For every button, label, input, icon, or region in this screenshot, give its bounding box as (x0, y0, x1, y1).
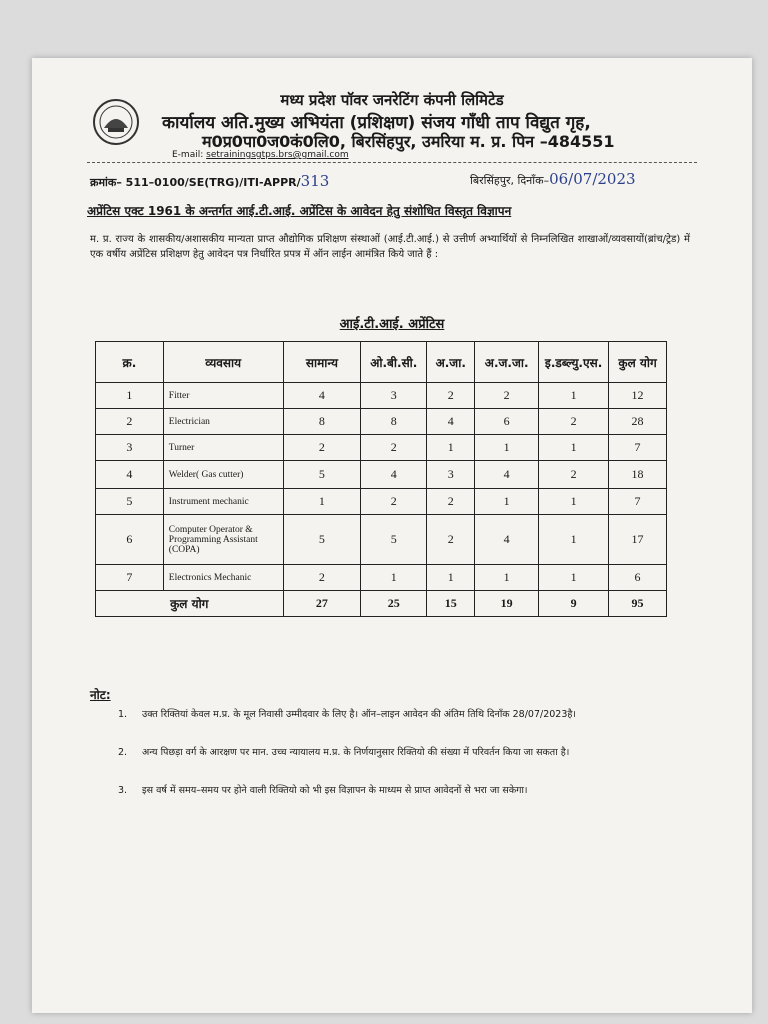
document-page (32, 58, 752, 1013)
handwritten-number: 313 (300, 172, 330, 190)
cell-total: 7 (609, 489, 667, 515)
cell-total: 18 (609, 461, 667, 489)
total-grand: 95 (609, 591, 667, 617)
cell-sn: 1 (96, 383, 164, 409)
cell-total: 12 (609, 383, 667, 409)
reference-code: 511–0100/SE(TRG)/ITI-APPR/ (125, 176, 301, 189)
cell-sn: 4 (96, 461, 164, 489)
cell-sn: 7 (96, 565, 164, 591)
note-item (118, 784, 682, 798)
email-link[interactable]: setrainingsgtps.brs@gmail.com (206, 150, 349, 160)
cell-st: 1 (475, 435, 539, 461)
apprentice-table (95, 341, 667, 617)
header-sc: अ.जा. (427, 342, 475, 383)
cell-trade: Turner (163, 435, 283, 461)
cell-sc: 3 (427, 461, 475, 489)
table-row (96, 565, 667, 591)
header-trade: व्यवसाय (163, 342, 283, 383)
notes-heading: नोट: (90, 688, 111, 702)
cell-st: 6 (475, 409, 539, 435)
cell-ews: 2 (539, 409, 609, 435)
header-obc: ओ.बी.सी. (361, 342, 427, 383)
cell-general: 5 (283, 515, 361, 565)
email-label: E-mail: (172, 150, 204, 160)
cell-sc: 2 (427, 515, 475, 565)
cell-sc: 2 (427, 383, 475, 409)
cell-general: 4 (283, 383, 361, 409)
note-text: अन्य पिछड़ा वर्ग के आरक्षण पर मान. उच्च न्यायालय म.प्र. के निर्णयानुसार रिक्तियो की संख्या में परिवर्तन किया जा सकता है। (142, 747, 570, 758)
header-sn: क्र. (96, 342, 164, 383)
reference-number (90, 172, 329, 190)
table-row (96, 383, 667, 409)
cell-sc: 1 (427, 565, 475, 591)
cell-trade: Electrician (163, 409, 283, 435)
note-item (118, 708, 682, 722)
cell-ews: 1 (539, 489, 609, 515)
cell-general: 5 (283, 461, 361, 489)
cell-sc: 1 (427, 435, 475, 461)
note-text: इस वर्ष में समय–समय पर होने वाली रिक्तियो को भी इस विज्ञापन के माध्यम से प्राप्त आवेदनों से भरा जा सकेगा। (142, 785, 528, 796)
table-total-row (96, 591, 667, 617)
cell-obc: 5 (361, 515, 427, 565)
total-label: कुल योग (96, 591, 284, 617)
note-number: 3. (118, 785, 128, 796)
cell-total: 28 (609, 409, 667, 435)
table-row (96, 489, 667, 515)
header-general: सामान्य (283, 342, 361, 383)
cell-ews: 1 (539, 565, 609, 591)
office-address: म0प्र0पा0ज0कं0लि0, बिरसिंहपुर, उमरिया म. प्र. पिन –484551 (202, 132, 615, 151)
cell-st: 4 (475, 515, 539, 565)
total-ews: 9 (539, 591, 609, 617)
cell-general: 1 (283, 489, 361, 515)
header-divider (87, 162, 697, 163)
kramank-label: क्रमांक– (90, 176, 122, 189)
cell-general: 8 (283, 409, 361, 435)
cell-sc: 2 (427, 489, 475, 515)
total-obc: 25 (361, 591, 427, 617)
cell-st: 2 (475, 383, 539, 409)
cell-obc: 4 (361, 461, 427, 489)
cell-total: 6 (609, 565, 667, 591)
cell-trade: Computer Operator & Programming Assistant (COPA) (163, 515, 283, 565)
cell-sn: 2 (96, 409, 164, 435)
cell-ews: 1 (539, 515, 609, 565)
intro-paragraph: म. प्र. राज्य के शासकीय/अशासकीय मान्यता प्राप्त औद्योगिक प्रशिक्षण संस्थाओं (आई.टी.आई.) से उत्तीर्ण अभ्यार्थियों से निम्नलिखित शाखाओं/व्यवसायों(ब्रांच/ट्रेड) में एक वर्षीय अप्रेंटिस प्रशिक्षण हेतु आवेदन पत्र निर्धारित प्रपत्र में ऑन लाईन आमंत्रित किये जाते हैं : (90, 234, 690, 260)
cell-trade: Electronics Mechanic (163, 565, 283, 591)
note-item (118, 746, 682, 760)
email-line (172, 150, 349, 160)
cell-total: 17 (609, 515, 667, 565)
cell-trade: Welder( Gas cutter) (163, 461, 283, 489)
total-general: 27 (283, 591, 361, 617)
cell-st: 4 (475, 461, 539, 489)
table-title: आई.टी.आई. अप्रेंटिस (339, 317, 445, 332)
place-date-label: बिरसिंहपुर, दिनाँक– (470, 174, 550, 187)
note-number: 1. (118, 709, 128, 720)
header-total: कुल योग (609, 342, 667, 383)
cell-total: 7 (609, 435, 667, 461)
subject-heading: अप्रेंटिस एक्ट 1961 के अन्तर्गत आई.टी.आई. अप्रेंटिस के आवेदन हेतु संशोधित विस्तृत विज्ञापन (87, 204, 512, 218)
cell-sc: 4 (427, 409, 475, 435)
table-row (96, 409, 667, 435)
cell-st: 1 (475, 489, 539, 515)
note-number: 2. (118, 747, 128, 758)
org-name: मध्य प्रदेश पॉवर जनरेटिंग कंपनी लिमिटेड (280, 91, 504, 109)
cell-ews: 2 (539, 461, 609, 489)
cell-general: 2 (283, 435, 361, 461)
cell-ews: 1 (539, 435, 609, 461)
cell-trade: Fitter (163, 383, 283, 409)
table-row (96, 515, 667, 565)
cell-ews: 1 (539, 383, 609, 409)
cell-sn: 5 (96, 489, 164, 515)
note-text: उक्त रिक्तियां केवल म.प्र. के मूल निवासी उम्मीदवार के लिए है। ऑन–लाइन आवेदन की अंतिम तिथि दिनाँक 28/07/2023है। (142, 709, 577, 720)
cell-trade: Instrument mechanic (163, 489, 283, 515)
cell-obc: 1 (361, 565, 427, 591)
place-date (470, 170, 636, 188)
handwritten-date: 06/07/2023 (549, 170, 636, 188)
table-header-row (96, 342, 667, 383)
table-row (96, 461, 667, 489)
total-st: 19 (475, 591, 539, 617)
cell-obc: 8 (361, 409, 427, 435)
cell-sn: 3 (96, 435, 164, 461)
table-row (96, 435, 667, 461)
header-ews: इ.डब्ल्यु.एस. (539, 342, 609, 383)
cell-general: 2 (283, 565, 361, 591)
cell-obc: 2 (361, 435, 427, 461)
total-sc: 15 (427, 591, 475, 617)
cell-obc: 3 (361, 383, 427, 409)
cell-sn: 6 (96, 515, 164, 565)
header-st: अ.ज.जा. (475, 342, 539, 383)
office-name: कार्यालय अति.मुख्य अभियंता (प्रशिक्षण) संजय गाँधी ताप विद्युत गृह, (162, 113, 591, 133)
cell-obc: 2 (361, 489, 427, 515)
cell-st: 1 (475, 565, 539, 591)
